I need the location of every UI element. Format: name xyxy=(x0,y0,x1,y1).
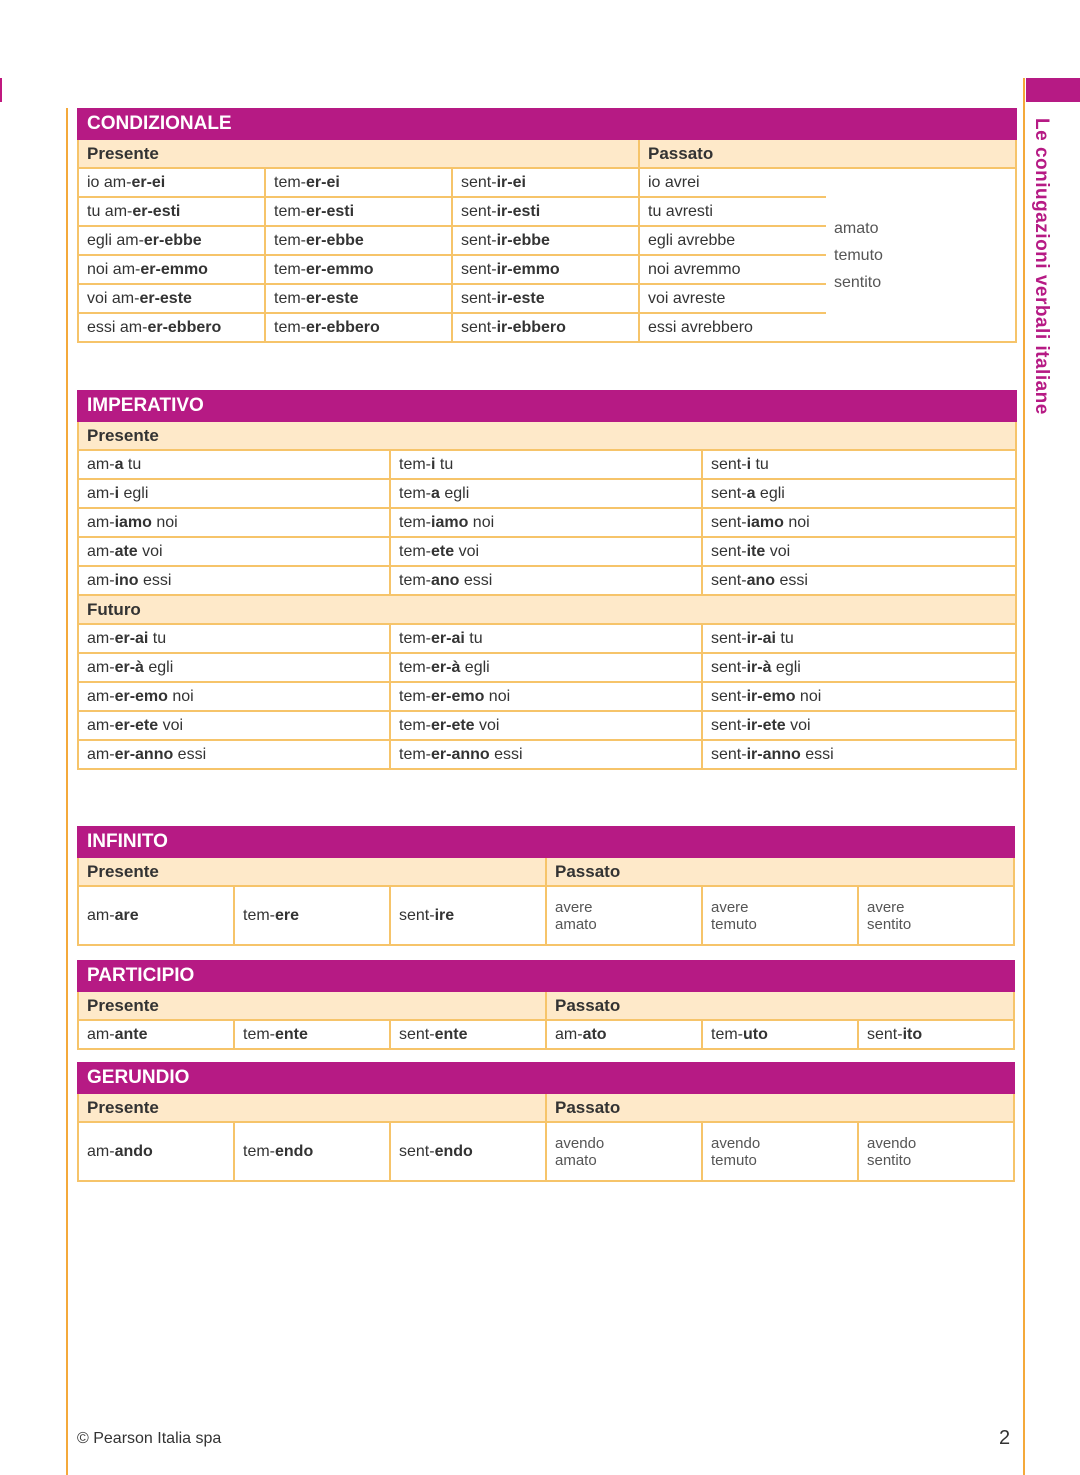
stem: tem- xyxy=(243,906,275,924)
imperativo-presente-form xyxy=(702,450,1016,479)
ending: ito xyxy=(902,1025,923,1043)
stem: am- xyxy=(87,629,115,647)
table-row xyxy=(78,653,1016,682)
ending: ando xyxy=(114,1142,153,1160)
ending: endo xyxy=(434,1142,473,1160)
participio-presente-form xyxy=(390,1020,546,1049)
stem: sent- xyxy=(461,202,497,220)
ending: ir-emo xyxy=(746,687,796,705)
participio-section xyxy=(77,960,1015,1050)
infinito-title: INFINITO xyxy=(78,827,1014,857)
condizionale-section xyxy=(77,108,1015,343)
stem: tem- xyxy=(399,745,431,763)
ending: er-ai xyxy=(114,629,149,647)
presente-form xyxy=(452,284,639,313)
pronoun: voi xyxy=(765,542,791,560)
presente-form xyxy=(452,197,639,226)
stem: tem- xyxy=(399,716,431,734)
stem: tem- xyxy=(399,571,431,589)
presente-form xyxy=(265,168,452,197)
imperativo-presente-form xyxy=(390,508,702,537)
gerundio-table xyxy=(77,1062,1015,1182)
imperativo-presente-form xyxy=(390,479,702,508)
compound-word: avendo xyxy=(867,1134,917,1152)
stem: sent- xyxy=(399,1025,435,1043)
infinito-presente-form xyxy=(234,886,390,945)
compound-word: amato xyxy=(555,915,597,933)
gerundio-passato-form xyxy=(858,1122,1014,1181)
ending: er-ete xyxy=(431,716,475,734)
stem: sent- xyxy=(711,658,747,676)
table-row xyxy=(78,566,1016,595)
ending: ir-ebbe xyxy=(496,231,550,249)
passato-auxiliary: voi avreste xyxy=(639,284,826,313)
infinito-passato-form xyxy=(702,886,858,945)
stem: tem- xyxy=(274,318,306,336)
ending: ir-ai xyxy=(746,629,776,647)
ending: a xyxy=(746,484,756,502)
condizionale-title: CONDIZIONALE xyxy=(78,109,1016,139)
imperativo-presente-form xyxy=(702,479,1016,508)
stem: tem- xyxy=(711,1025,743,1043)
stem: tem- xyxy=(399,687,431,705)
compound-word: temuto xyxy=(711,915,757,933)
imperativo-futuro-form xyxy=(702,653,1016,682)
stem: tem- xyxy=(399,484,431,502)
ending: ir-à xyxy=(746,658,772,676)
ending: er-emmo xyxy=(306,260,374,278)
pronoun: tu xyxy=(148,629,167,647)
presente-form xyxy=(265,226,452,255)
stem: sent- xyxy=(711,745,747,763)
stem: sent- xyxy=(461,289,497,307)
ending: er-à xyxy=(114,658,144,676)
imperativo-title: IMPERATIVO xyxy=(78,391,1016,421)
ending: i xyxy=(746,455,752,473)
gerundio-presente-form xyxy=(390,1122,546,1181)
presente-form xyxy=(265,313,452,342)
imperativo-presente-form xyxy=(390,566,702,595)
stem: sent- xyxy=(711,716,747,734)
pronoun: noi xyxy=(783,513,810,531)
compound-word: temuto xyxy=(711,1151,757,1169)
imperativo-futuro-form xyxy=(390,682,702,711)
imperativo-futuro-form xyxy=(78,653,390,682)
participio-passato-header: Passato xyxy=(546,991,1014,1020)
pronoun: noi xyxy=(484,687,511,705)
pronoun: essi xyxy=(489,745,523,763)
ending: ano xyxy=(431,571,460,589)
gerundio-passato-form xyxy=(546,1122,702,1181)
stem: am- xyxy=(87,716,115,734)
stem: tem- xyxy=(243,1142,275,1160)
gerundio-presente-form xyxy=(78,1122,234,1181)
passato-auxiliary: tu avresti xyxy=(639,197,826,226)
stem: am- xyxy=(555,1025,583,1043)
participle: sentito xyxy=(834,273,882,291)
ending: ere xyxy=(275,906,300,924)
stem: sent- xyxy=(399,906,435,924)
ending: er-ebbero xyxy=(147,318,222,336)
presente-form xyxy=(78,313,265,342)
stem: am- xyxy=(87,571,115,589)
imperativo-presente-form xyxy=(390,450,702,479)
gerundio-presente-header: Presente xyxy=(78,1093,546,1122)
ending: iamo xyxy=(746,513,784,531)
infinito-passato-header: Passato xyxy=(546,857,1014,886)
ending: er-esti xyxy=(306,202,355,220)
stem: sent- xyxy=(711,629,747,647)
table-row xyxy=(78,682,1016,711)
ending: er-ei xyxy=(131,173,166,191)
condizionale-passato-header: Passato xyxy=(639,139,1016,168)
ending: er-ebbe xyxy=(143,231,202,249)
presente-form xyxy=(78,168,265,197)
pronoun: tu xyxy=(435,455,454,473)
ending: i xyxy=(431,455,436,473)
pronoun: tu xyxy=(123,455,142,473)
imperativo-presente-header: Presente xyxy=(78,421,1016,450)
stem: tem- xyxy=(399,542,431,560)
presente-form xyxy=(452,255,639,284)
ending: endo xyxy=(275,1142,314,1160)
imperativo-futuro-form xyxy=(78,624,390,653)
stem: sent- xyxy=(461,231,497,249)
pronoun: egli xyxy=(143,658,174,676)
right-margin-line xyxy=(1023,78,1025,1475)
pronoun: voi xyxy=(785,716,811,734)
imperativo-futuro-form xyxy=(390,624,702,653)
ending: ir-este xyxy=(496,289,545,307)
stem: sent- xyxy=(461,260,497,278)
infinito-presente-form xyxy=(78,886,234,945)
imperativo-futuro-form xyxy=(78,740,390,769)
stem: tem- xyxy=(399,513,431,531)
stem: tem- xyxy=(274,231,306,249)
imperativo-futuro-form xyxy=(78,711,390,740)
participio-presente-form xyxy=(78,1020,234,1049)
presente-form xyxy=(265,284,452,313)
stem: io am- xyxy=(87,173,132,191)
compound-word: avere xyxy=(555,898,593,916)
presente-form xyxy=(452,226,639,255)
ending: ir-ei xyxy=(496,173,526,191)
ending: ente xyxy=(434,1025,468,1043)
table-row xyxy=(78,450,1016,479)
presente-form xyxy=(78,255,265,284)
ending: ite xyxy=(746,542,766,560)
passato-auxiliary: egli avrebbe xyxy=(639,226,826,255)
pronoun: essi xyxy=(138,571,172,589)
stem: am- xyxy=(87,513,115,531)
participio-title: PARTICIPIO xyxy=(78,961,1014,991)
ending: a xyxy=(114,455,124,473)
table-row xyxy=(78,886,1014,945)
stem: tu am- xyxy=(87,202,133,220)
compound-word: sentito xyxy=(867,915,912,933)
stem: tem- xyxy=(274,173,306,191)
condizionale-presente-header: Presente xyxy=(78,139,639,168)
pronoun: voi xyxy=(158,716,184,734)
stem: sent- xyxy=(711,542,747,560)
ending: er-este xyxy=(139,289,192,307)
participio-passato-form xyxy=(546,1020,702,1049)
ending: er-ete xyxy=(114,716,159,734)
stem: sent- xyxy=(711,571,747,589)
stem: am- xyxy=(87,658,115,676)
imperativo-presente-form xyxy=(78,450,390,479)
infinito-section xyxy=(77,826,1015,946)
infinito-table xyxy=(77,826,1015,946)
stem: sent- xyxy=(399,1142,435,1160)
side-title: Le coniugazioni verbali italiane xyxy=(1031,118,1052,415)
imperativo-section xyxy=(77,390,1015,770)
presente-form xyxy=(265,255,452,284)
stem: tem- xyxy=(274,260,306,278)
stem: egli am- xyxy=(87,231,144,249)
stem: am- xyxy=(87,906,115,924)
compound-word: avere xyxy=(867,898,905,916)
imperativo-futuro-form xyxy=(702,682,1016,711)
infinito-passato-form xyxy=(546,886,702,945)
stem: tem- xyxy=(399,629,431,647)
ending: a xyxy=(431,484,440,502)
ending: er-à xyxy=(431,658,461,676)
imperativo-futuro-form xyxy=(78,682,390,711)
gerundio-presente-form xyxy=(234,1122,390,1181)
table-row xyxy=(78,508,1016,537)
ending: er-ai xyxy=(431,629,465,647)
presente-form xyxy=(452,313,639,342)
presente-form xyxy=(265,197,452,226)
stem: sent- xyxy=(711,455,747,473)
pronoun: egli xyxy=(460,658,490,676)
pronoun: voi xyxy=(474,716,500,734)
ending: er-esti xyxy=(132,202,181,220)
pronoun: tu xyxy=(775,629,794,647)
participio-presente-form xyxy=(234,1020,390,1049)
pronoun: noi xyxy=(167,687,194,705)
imperativo-presente-form xyxy=(702,566,1016,595)
gerundio-passato-header: Passato xyxy=(546,1093,1014,1122)
ending: uto xyxy=(743,1025,768,1043)
imperativo-futuro-form xyxy=(390,711,702,740)
imperativo-presente-form xyxy=(78,537,390,566)
stem: tem- xyxy=(274,202,306,220)
pronoun: essi xyxy=(800,745,834,763)
copyright: © Pearson Italia spa xyxy=(77,1430,222,1447)
stem: sent- xyxy=(867,1025,903,1043)
passato-auxiliary: io avrei xyxy=(639,168,826,197)
ending: er-anno xyxy=(431,745,490,763)
stem: am- xyxy=(87,1025,115,1043)
imperativo-presente-form xyxy=(702,537,1016,566)
imperativo-presente-form xyxy=(78,566,390,595)
ending: ir-esti xyxy=(496,202,541,220)
pronoun: essi xyxy=(173,745,207,763)
pronoun: noi xyxy=(468,513,495,531)
participio-passato-form xyxy=(858,1020,1014,1049)
gerundio-section xyxy=(77,1062,1015,1182)
stem: sent- xyxy=(711,513,747,531)
ending: er-emo xyxy=(431,687,485,705)
pronoun: egli xyxy=(439,484,470,502)
participio-passato-form xyxy=(702,1020,858,1049)
ending: er-ebbero xyxy=(306,318,380,336)
table-row xyxy=(78,1122,1014,1181)
ending: er-emo xyxy=(114,687,168,705)
ending: er-anno xyxy=(114,745,174,763)
stem: am- xyxy=(87,687,115,705)
compound-word: sentito xyxy=(867,1151,912,1169)
pronoun: tu xyxy=(464,629,483,647)
imperativo-futuro-form xyxy=(390,740,702,769)
table-row xyxy=(78,479,1016,508)
pronoun: egli xyxy=(119,484,149,502)
table-row xyxy=(78,537,1016,566)
ending: are xyxy=(114,906,139,924)
stem: sent- xyxy=(711,687,747,705)
participio-presente-header: Presente xyxy=(78,991,546,1020)
stem: voi am- xyxy=(87,289,140,307)
stem: sent- xyxy=(711,484,747,502)
ending: ino xyxy=(114,571,139,589)
ending: ire xyxy=(434,906,455,924)
table-row xyxy=(78,1020,1014,1049)
ending: ir-emmo xyxy=(496,260,560,278)
ending: ente xyxy=(275,1025,308,1043)
table-row xyxy=(78,711,1016,740)
stem: am- xyxy=(87,1142,115,1160)
ending: er-ebbe xyxy=(306,231,364,249)
stem: tem- xyxy=(243,1025,275,1043)
presente-form xyxy=(452,168,639,197)
pronoun: noi xyxy=(151,513,178,531)
stem: tem- xyxy=(399,658,431,676)
stem: tem- xyxy=(274,289,306,307)
infinito-presente-header: Presente xyxy=(78,857,546,886)
presente-form xyxy=(78,226,265,255)
pronoun: egli xyxy=(755,484,785,502)
imperativo-presente-form xyxy=(78,508,390,537)
imperativo-futuro-form xyxy=(702,740,1016,769)
pronoun: voi xyxy=(137,542,163,560)
pronoun: essi xyxy=(775,571,808,589)
pronoun: egli xyxy=(771,658,801,676)
imperativo-futuro-form xyxy=(702,711,1016,740)
stem: am- xyxy=(87,484,115,502)
ending: er-emmo xyxy=(140,260,208,278)
compound-word: avere xyxy=(711,898,749,916)
stem: am- xyxy=(87,542,115,560)
ending: ato xyxy=(582,1025,607,1043)
stem: tem- xyxy=(399,455,431,473)
ending: ir-anno xyxy=(746,745,801,763)
participle: amato xyxy=(834,219,879,237)
stem: am- xyxy=(87,455,115,473)
ending: ate xyxy=(114,542,138,560)
passato-auxiliary: noi avremmo xyxy=(639,255,826,284)
imperativo-presente-form xyxy=(390,537,702,566)
ending: er-ei xyxy=(306,173,340,191)
gerundio-title: GERUNDIO xyxy=(78,1063,1014,1093)
passato-participles xyxy=(826,168,1016,342)
gerundio-passato-form xyxy=(702,1122,858,1181)
ending: ete xyxy=(431,542,455,560)
stem: sent- xyxy=(461,173,497,191)
imperativo-futuro-form xyxy=(390,653,702,682)
infinito-presente-form xyxy=(390,886,546,945)
table-row xyxy=(78,740,1016,769)
participio-table xyxy=(77,960,1015,1050)
stem: am- xyxy=(87,745,115,763)
left-margin-line xyxy=(66,108,68,1475)
pronoun: voi xyxy=(454,542,480,560)
page-number: 2 xyxy=(999,1427,1011,1449)
participle: temuto xyxy=(834,246,883,264)
compound-word: amato xyxy=(555,1151,597,1169)
ending: ir-ete xyxy=(746,716,786,734)
ending: er-este xyxy=(306,289,359,307)
table-row xyxy=(78,624,1016,653)
compound-word: avendo xyxy=(555,1134,605,1152)
pronoun: tu xyxy=(751,455,769,473)
table-row xyxy=(78,168,1016,197)
ending: i xyxy=(114,484,120,502)
condizionale-table xyxy=(77,108,1017,343)
ending: ante xyxy=(114,1025,148,1043)
stem: sent- xyxy=(461,318,497,336)
imperativo-table xyxy=(77,390,1017,770)
infinito-passato-form xyxy=(858,886,1014,945)
imperativo-futuro-form xyxy=(702,624,1016,653)
presente-form xyxy=(78,197,265,226)
passato-auxiliary: essi avrebbero xyxy=(639,313,826,342)
stem: essi am- xyxy=(87,318,148,336)
presente-form xyxy=(78,284,265,313)
compound-word: avendo xyxy=(711,1134,761,1152)
ending: ir-ebbero xyxy=(496,318,566,336)
ending: iamo xyxy=(431,513,469,531)
imperativo-futuro-header: Futuro xyxy=(78,595,1016,624)
pronoun: noi xyxy=(795,687,822,705)
stem: noi am- xyxy=(87,260,141,278)
left-margin-marker xyxy=(0,78,2,102)
ending: ano xyxy=(746,571,776,589)
imperativo-presente-form xyxy=(702,508,1016,537)
pronoun: essi xyxy=(459,571,493,589)
ending: iamo xyxy=(114,513,152,531)
imperativo-presente-form xyxy=(78,479,390,508)
side-tab xyxy=(1026,78,1080,102)
